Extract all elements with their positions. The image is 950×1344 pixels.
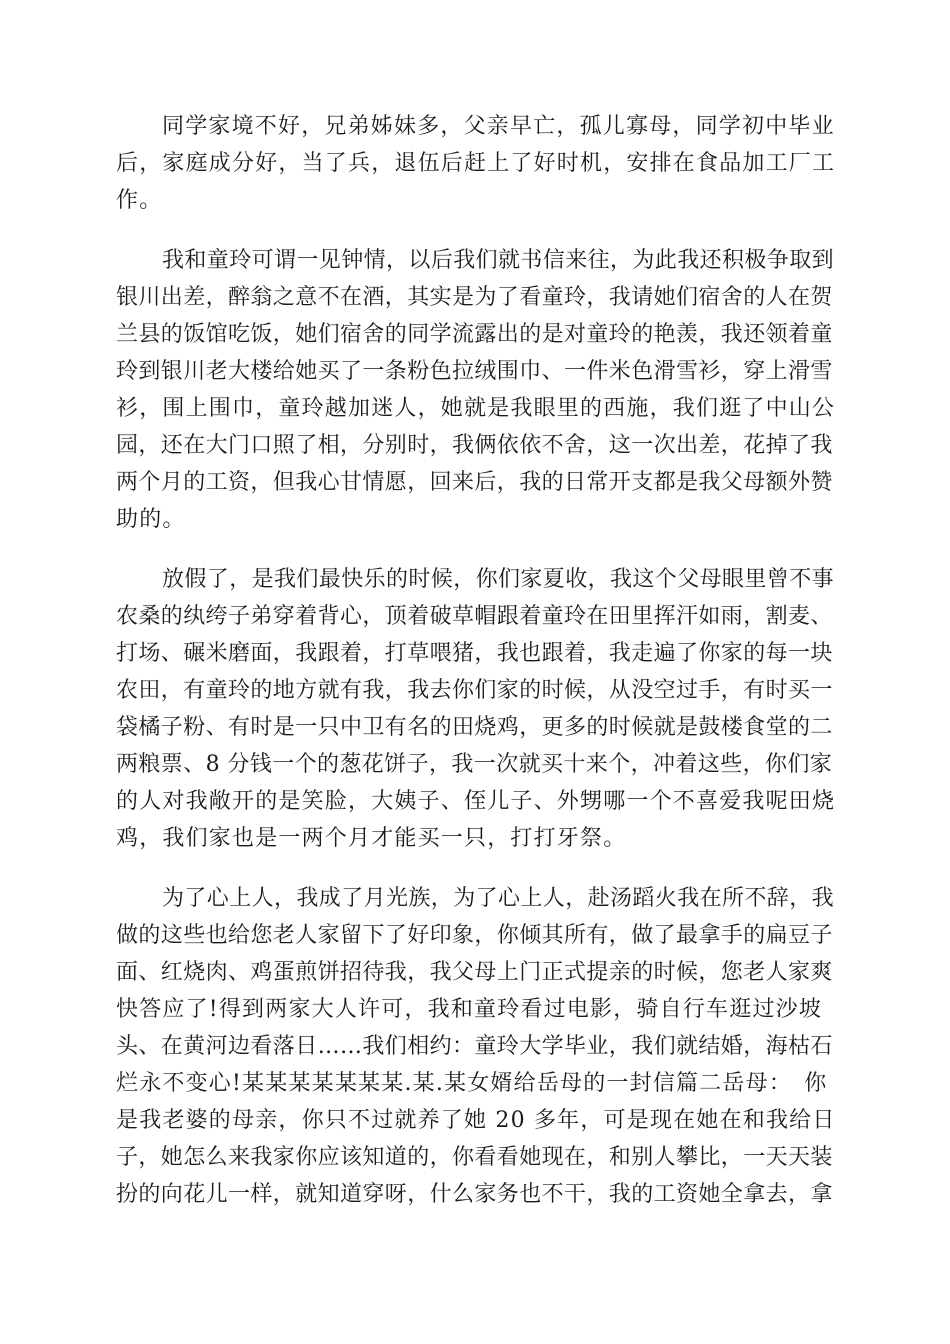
text-line: 玲到银川老大楼给她买了一条粉色拉绒围巾、一件米色滑雪衫，穿上滑雪 <box>116 359 833 384</box>
text-line: 农桑的纨绔子弟穿着背心，顶着破草帽跟着童玲在田里挥汗如雨，割麦、 <box>116 604 833 629</box>
text-line: 兰县的饭馆吃饭，她们宿舍的同学流露出的是对童玲的艳羡，我还领着童 <box>116 322 833 347</box>
text-line: 放假了，是我们最快乐的时候，你们家夏收，我这个父母眼里曾不事 <box>162 567 835 592</box>
text-line: 做的这些也给您老人家留下了好印象，你倾其所有，做了最拿手的扁豆子 <box>116 923 833 948</box>
text-line: 是我老婆的母亲，你只不过就养了她 20 多年，可是现在她在和我给日 <box>116 1108 836 1133</box>
text-line: 头、在黄河边看落日……我们相约：童玲大学毕业，我们就结婚，海枯石 <box>116 1034 833 1059</box>
text-line: 作。 <box>116 188 163 213</box>
text-line: 子，她怎么来我家你应该知道的，你看看她现在，和别人攀比，一天天装 <box>116 1145 833 1170</box>
paragraph-2 <box>116 242 836 538</box>
text-line: 打场、碾米磨面，我跟着，打草喂猪，我也跟着，我走遍了你家的每一块 <box>116 641 833 666</box>
text-line: 烂永不变心!某某某某某某某.某.某女婿给岳母的一封信篇二岳母： 你 <box>116 1071 828 1096</box>
text-line: 银川出差，醉翁之意不在酒，其实是为了看童玲，我请她们宿舍的人在贺 <box>116 285 833 310</box>
paragraph-1 <box>116 108 836 219</box>
text-line: 我和童玲可谓一见钟情，以后我们就书信来往，为此我还积极争取到 <box>162 248 835 273</box>
text-line: 鸡，我们家也是一两个月才能买一只，打打牙祭。 <box>116 826 627 851</box>
text-line: 农田，有童玲的地方就有我，我去你们家的时候，从没空过手，有时买一 <box>116 678 833 703</box>
text-line: 园，还在大门口照了相，分别时，我俩依依不舍，这一次出差，花掉了我 <box>116 433 833 458</box>
paragraph-4 <box>116 880 836 1213</box>
text-line: 的人对我敞开的是笑脸，大姨子、侄儿子、外甥哪一个不喜爱我呢田烧 <box>116 789 836 814</box>
text-line: 衫，围上围巾，童玲越加迷人，她就是我眼里的西施，我们逛了中山公 <box>116 396 836 421</box>
text-line: 两个月的工资，但我心甘情愿，回来后，我的日常开支都是我父母额外赞 <box>116 470 833 495</box>
text-line: 袋橘子粉、有时是一只中卫有名的田烧鸡，更多的时候就是鼓楼食堂的二 <box>116 715 833 740</box>
text-line: 同学家境不好，兄弟姊妹多，父亲早亡，孤儿寡母，同学初中毕业 <box>162 114 835 139</box>
text-line: 后，家庭成分好，当了兵，退伍后赶上了好时机，安排在食品加工厂工 <box>116 151 836 176</box>
text-line: 为了心上人，我成了月光族，为了心上人，赴汤蹈火我在所不辞，我 <box>162 886 835 911</box>
text-line: 扮的向花儿一样，就知道穿呀，什么家务也不干，我的工资她全拿去，拿 <box>116 1182 833 1207</box>
text-line: 面、红烧肉、鸡蛋煎饼招待我，我父母上门正式提亲的时候，您老人家爽 <box>116 960 833 985</box>
paragraph-3 <box>116 561 836 857</box>
text-line: 快答应了!得到两家大人许可，我和童玲看过电影，骑自行车逛过沙坡 <box>116 997 823 1022</box>
letter-body <box>116 108 836 1236</box>
text-line: 助的。 <box>116 507 186 532</box>
text-line: 两粮票、8 分钱一个的葱花饼子，我一次就买十来个，冲着这些，你们家 <box>116 752 833 777</box>
